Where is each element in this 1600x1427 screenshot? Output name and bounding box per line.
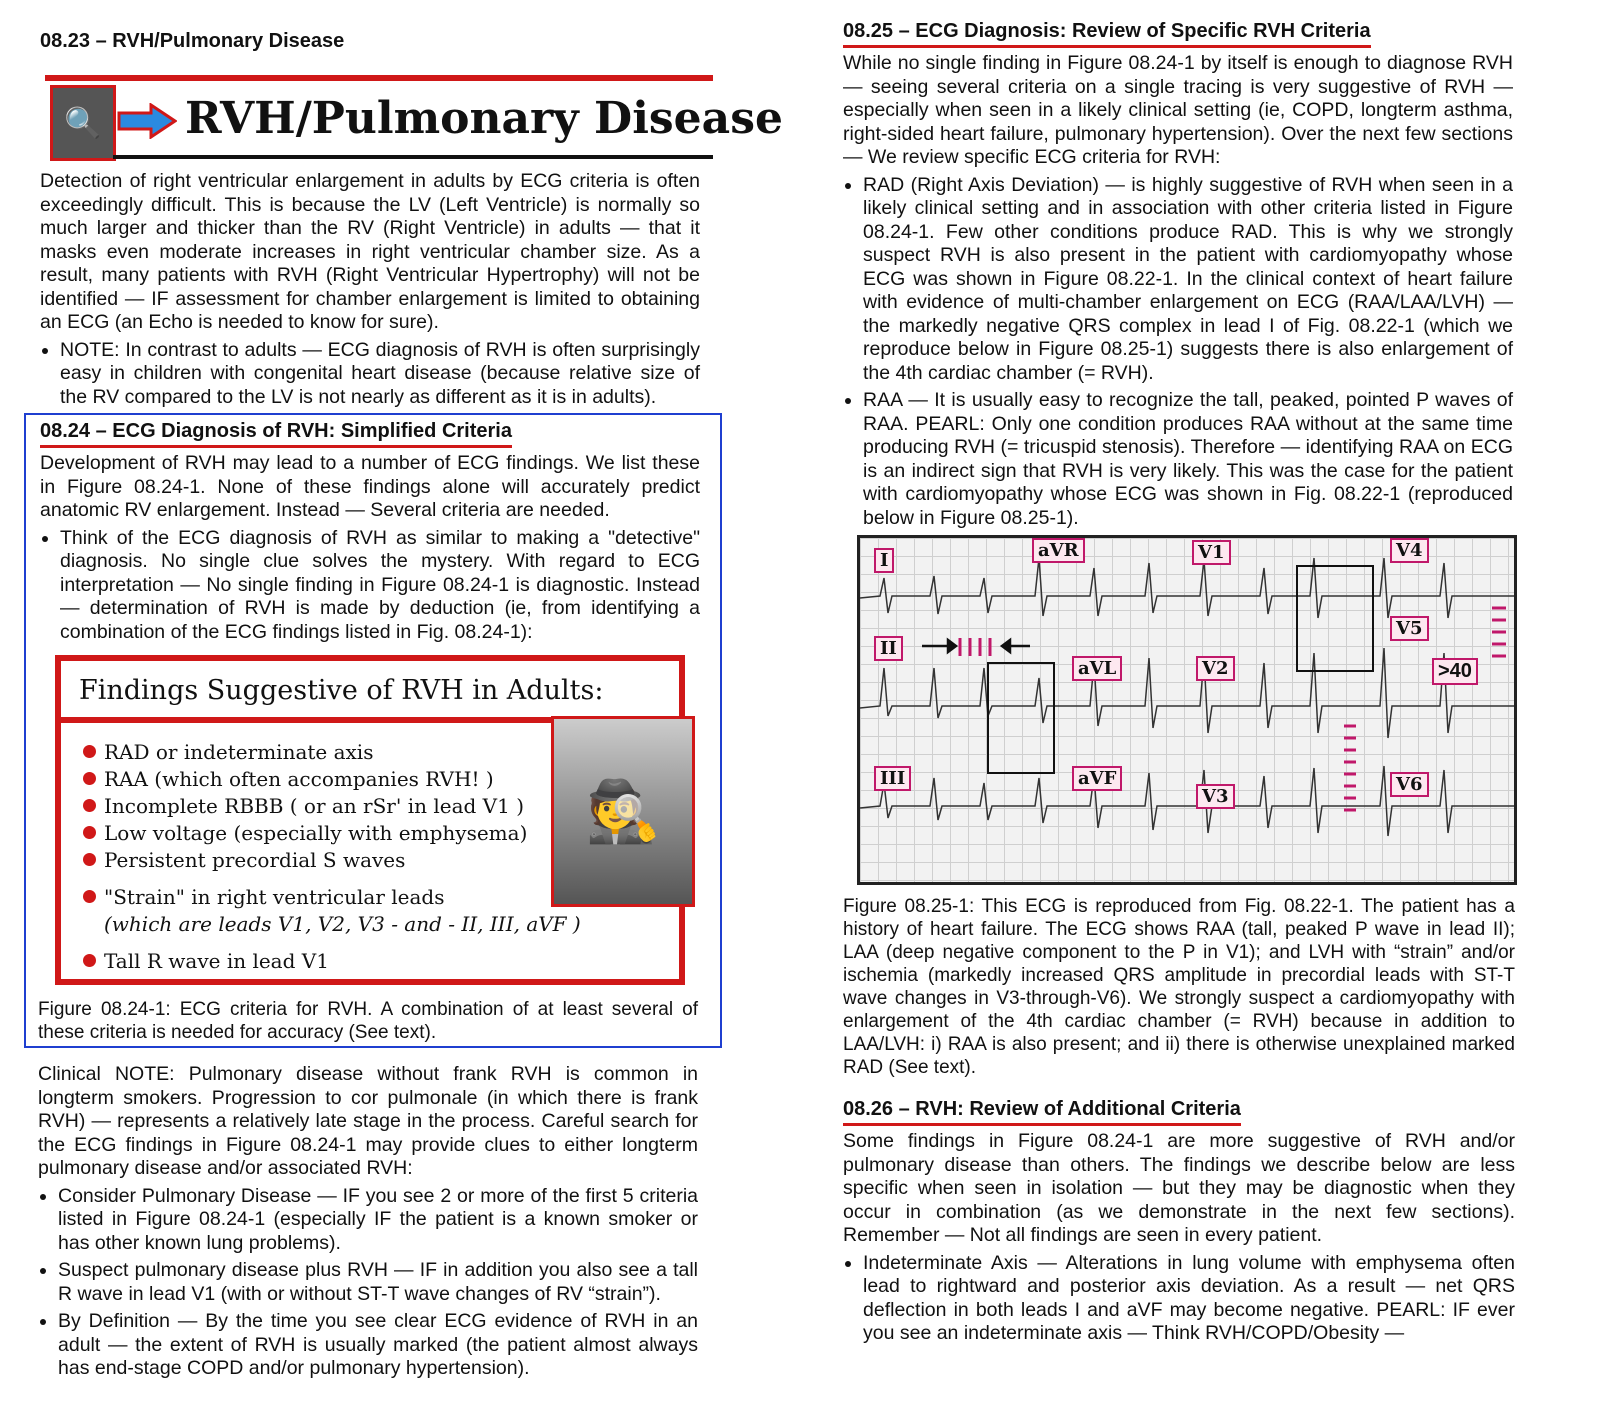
clinical-bullet: • By Definition — By the time you see clear ECG evidence of RVH in an adult — the extent of RVH is usually marked (the patient almost always has end-stage COPD and/or pulmonary hypertension).: [58, 1310, 698, 1381]
lead-label: III: [874, 766, 911, 791]
detective-photo-icon: 🔍: [50, 85, 116, 161]
voltage-marker: >40: [1432, 658, 1478, 685]
detective-magnifier-icon: 🕵: [551, 716, 695, 907]
finding-item: Incomplete RBBB ( or an rSr' in lead V1 ): [83, 793, 581, 820]
lead-label: aVR: [1032, 538, 1085, 563]
bullet-dot-icon: [83, 745, 96, 758]
raa-bullet: • RAA — It is usually easy to recognize the tall, peaked, pointed P waves of RAA. PEARL: Only one condition produces RAA without at the same time producing RVH (= tricuspid stenosis). Therefore — identifying RAA on ECG is an indirect sign that RVH is very likely. This was the case for the patient with cardiomyopathy whose ECG was shown in Fig. 08.22-1 (reproduced below in Figure 08.25-1).: [863, 389, 1513, 530]
finding-item: RAA (which often accompanies RVH! ): [83, 766, 581, 793]
section-heading-0825: 08.25 – ECG Diagnosis: Review of Specific RVH Criteria: [843, 20, 1371, 48]
rvh-banner: [45, 75, 783, 160]
bullet-dot-icon: [83, 954, 96, 967]
paragraph-0823: Detection of right ventricular enlargement in adults by ECG criteria is often exceedingly difficult. This is because the LV (Left Ventricle) is normally so much larger and thicker than the RV (Right Ventricle) in adults — that it masks even moderate increases in right ventricular chamber size. As a result, many patients with RVH (Right Ventricular Hypertrophy) will not be identified — IF assessment for chamber enlargement is limited to obtaining an ECG (an Echo is needed to know for sure).: [40, 170, 700, 333]
arrow-right-icon: [117, 103, 177, 139]
findings-title: Findings Suggestive of RVH in Adults:: [79, 675, 604, 706]
finding-item: "Strain" in right ventricular leads: [83, 884, 581, 911]
section-heading-0826: 08.26 – RVH: Review of Additional Criteria: [843, 1098, 1241, 1126]
bullet-dot-icon: [83, 853, 96, 866]
indeterminate-axis-bullet: • Indeterminate Axis — Alterations in lung volume with emphysema often lead to rightward and posterior axis deviation. As a result — net QRS deflection in both leads I and aVF may become negative. PEARL: IF ever you see an indeterminate axis — Think RVH/COPD/Obesity —: [863, 1252, 1515, 1346]
ecg-tracing-figure: [857, 535, 1517, 885]
clinical-bullet: • Consider Pulmonary Disease — IF you see 2 or more of the first 5 criteria listed in Figure 08.24-1 (especially IF the patient is a known smoker or has other known lung problems).: [58, 1185, 698, 1256]
lead-label: I: [874, 548, 894, 573]
lead-label: aVF: [1072, 766, 1122, 791]
bullet-dot-icon: [83, 890, 96, 903]
section-heading-0824: 08.24 – ECG Diagnosis of RVH: Simplified Criteria: [40, 420, 512, 448]
lead-label: V6: [1390, 772, 1429, 797]
banner-title: RVH/Pulmonary Disease: [185, 93, 783, 144]
finding-item: Tall R wave in lead V1: [83, 948, 581, 975]
lead-label: aVL: [1072, 656, 1122, 681]
rad-bullet: • RAD (Right Axis Deviation) — is highly suggestive of RVH when seen in a likely clinical setting and in association with other criteria listed in Figure 08.24-1. Few other conditions produce RAD. This is why we strongly suspect RVH is also present in the patient with cardiomyopathy whose ECG was shown in Figure 08.22-1. In the clinical context of heart failure with evidence of multi-chamber enlargement on ECG (RAA/LAA/LVH) — the markedly negative QRS complex in lead I of Fig. 08.22-1 (which we reproduce below in Figure 08.25-1) suggests there is also enlargement of the 4th cardiac chamber (= RVH).: [863, 174, 1513, 386]
lead-label: V4: [1390, 538, 1429, 563]
bullet-dot-icon: [83, 826, 96, 839]
lead-label: II: [874, 636, 903, 661]
note-bullet: • NOTE: In contrast to adults — ECG diagnosis of RVH is often surprisingly easy in children with congenital heart disease (because relative size of the RV compared to the LV is not nearly as different as it is in adults).: [60, 339, 700, 410]
bullet-dot-icon: [83, 772, 96, 785]
finding-item: Persistent precordial S waves: [83, 847, 581, 874]
findings-figure: [55, 655, 685, 985]
ecg-waveforms: [860, 538, 1517, 885]
figure-0825-caption: Figure 08.25-1: This ECG is reproduced from Fig. 08.22-1. The patient has a history of heart failure. The ECG shows RAA (tall, peaked P wave in lead II); LAA (deep negative component to the P in V1); and LVH with “strain” and/or ischemia (markedly increased QRS amplitude in precordial leads with ST-T wave changes in V3-through-V6). We strongly suspect a cardiomyopathy with enlargement of the 4th cardiac chamber (= RVH) because in addition to LAA/LVH: i) RAA is also present; and ii) there is otherwise unexplained marked RAD (See text).: [843, 896, 1515, 1078]
clinical-note: Clinical NOTE: Pulmonary disease without frank RVH is common in longterm smokers. Progression to cor pulmonale (in which there is frank RVH) — represents a relatively late stage in the process. Careful search for the ECG findings in Figure 08.24-1 may provide clues to either longterm pulmonary disease and/or associated RVH:: [38, 1063, 698, 1179]
finding-item: Low voltage (especially with emphysema): [83, 820, 581, 847]
lead-label: V1: [1192, 540, 1231, 565]
paragraph-0825: While no single finding in Figure 08.24-1 by itself is enough to diagnose RVH — seeing several criteria on a single tracing is very suggestive of RVH — especially when seen in a likely clinical setting (ie, COPD, longterm asthma, right-sided heart failure, pulmonary hypertension). Over the next few sections — We review specific ECG criteria for RVH:: [843, 52, 1513, 168]
paragraph-0826: Some findings in Figure 08.24-1 are more suggestive of RVH and/or pulmonary disease than others. The findings we describe below are less specific when seen in isolation — but they may be diagnostic when they occur in combination (as we demonstrate in the next few sections). Remember — Not all findings are seen in every patient.: [843, 1130, 1515, 1246]
finding-item: (which are leads V1, V2, V3 - and - II, III, aVF ): [104, 912, 581, 936]
findings-list: [83, 739, 581, 975]
finding-item: RAD or indeterminate axis: [83, 739, 581, 766]
lead-label: V3: [1196, 784, 1235, 809]
lead-label: V2: [1196, 656, 1235, 681]
lead-label: V5: [1390, 616, 1429, 641]
clinical-bullet: • Suspect pulmonary disease plus RVH — IF in addition you also see a tall R wave in lead V1 (with or without ST-T wave changes of RV “strain”).: [58, 1259, 698, 1306]
detective-bullet: • Think of the ECG diagnosis of RVH as similar to making a "detective" diagnosis. No single clue solves the mystery. With regard to ECG interpretation — No single finding in Figure 08.24-1 is diagnostic. Instead — determination of RVH is made by deduction (ie, from identifying a combination of the ECG findings listed in Fig. 08.24-1):: [60, 527, 700, 645]
bullet-dot-icon: [83, 799, 96, 812]
figure-0824-caption: Figure 08.24-1: ECG criteria for RVH. A combination of at least several of these criteria is needed for accuracy (See text).: [38, 999, 698, 1043]
paragraph-0824: Development of RVH may lead to a number of ECG findings. We list these in Figure 08.24-1. None of these findings alone will accurately predict anatomic RV enlargement. Instead — Several criteria are needed.: [40, 452, 700, 521]
section-heading-0823: 08.23 – RVH/Pulmonary Disease: [40, 30, 345, 52]
